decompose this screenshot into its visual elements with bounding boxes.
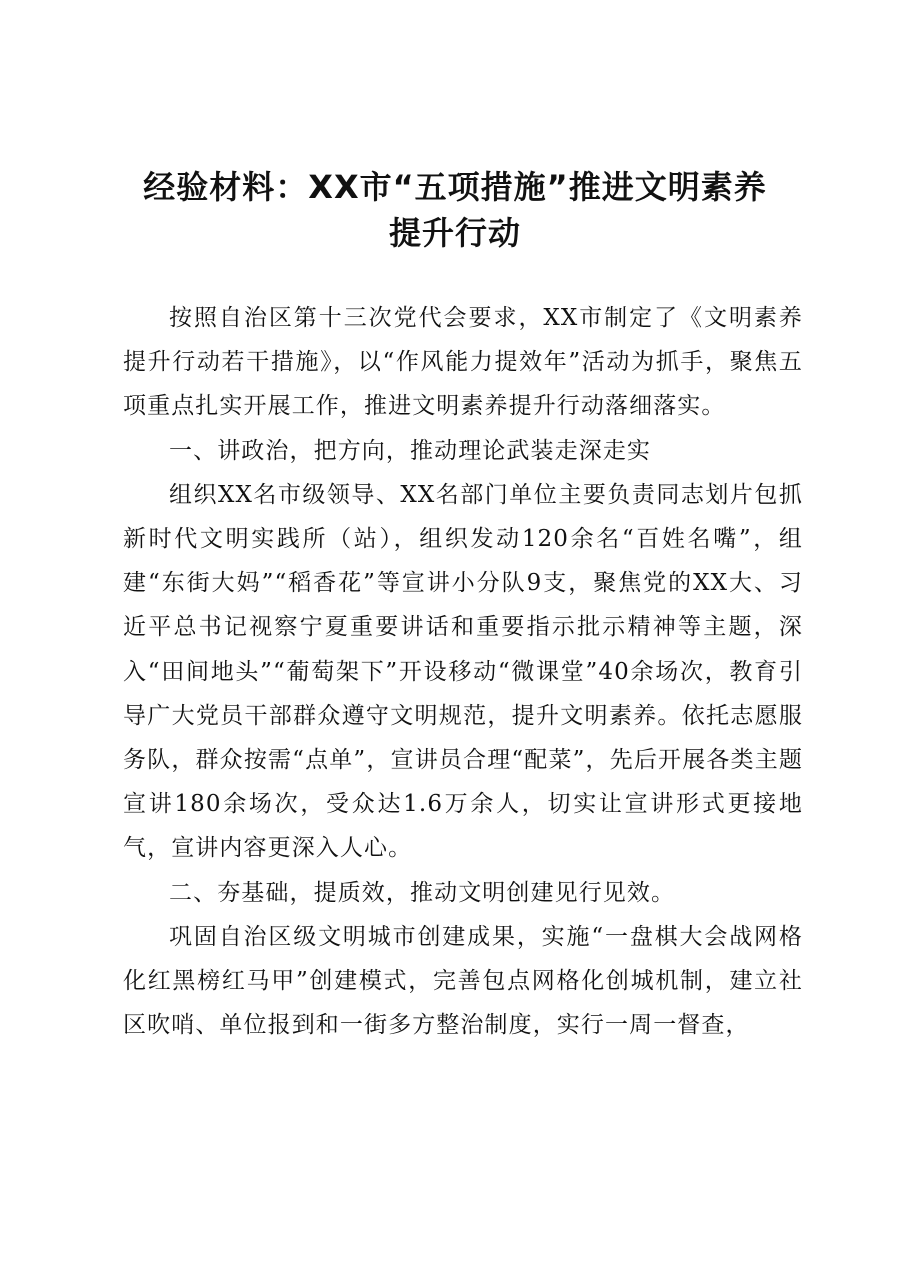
section-heading-1: 一、讲政治，把方向，推动理论武装走深走实	[169, 437, 651, 464]
intro-paragraph: 按照自治区第十三次党代会要求，XX市制定了《文明素养提升行动若干措施》，以“作风能力提效年”活动为抓手，聚焦五项重点扎实开展工作，推进文明素养提升行动落细落实。	[123, 305, 803, 420]
section-2-paragraph: 巩固自治区级文明城市创建成果，实施“一盘棋大会战网格化红黑榜红马甲”创建模式，完善包点网格化创城机制，建立社区吹哨、单位报到和一街多方整治制度，实行一周一督查，	[123, 923, 803, 1039]
document-title-line-2: 提升行动	[388, 214, 521, 252]
section-heading-2: 二、夯基础，提质效，推动文明创建见行见效。	[169, 879, 676, 906]
document-title-line-1: 经验材料：XX市“五项措施”推进文明素养	[143, 168, 767, 206]
section-1-paragraph: 组织XX名市级领导、XX名部门单位主要负责同志划片包抓新时代文明实践所（站），组织发动120余名“百姓名嘴”，组建“东街大妈”“稻香花”等宣讲小分队9支，聚焦党的XX大、习近平总书记视察宁夏重要讲话和重要指示批示精神等主题，深入“田间地头”“葡萄架下”开设移动“微课堂”40余场次，教育引导广大党员干部群众遵守文明规范，提升文明素养。依托志愿服务队，群众按需“点单”，宣讲员合理“配菜”，先后开展各类主题宣讲180余场次，受众达1.6万余人，切实让宣讲形式更接地气，宣讲内容更深入人心。	[123, 481, 803, 862]
document-body	[123, 296, 803, 1047]
